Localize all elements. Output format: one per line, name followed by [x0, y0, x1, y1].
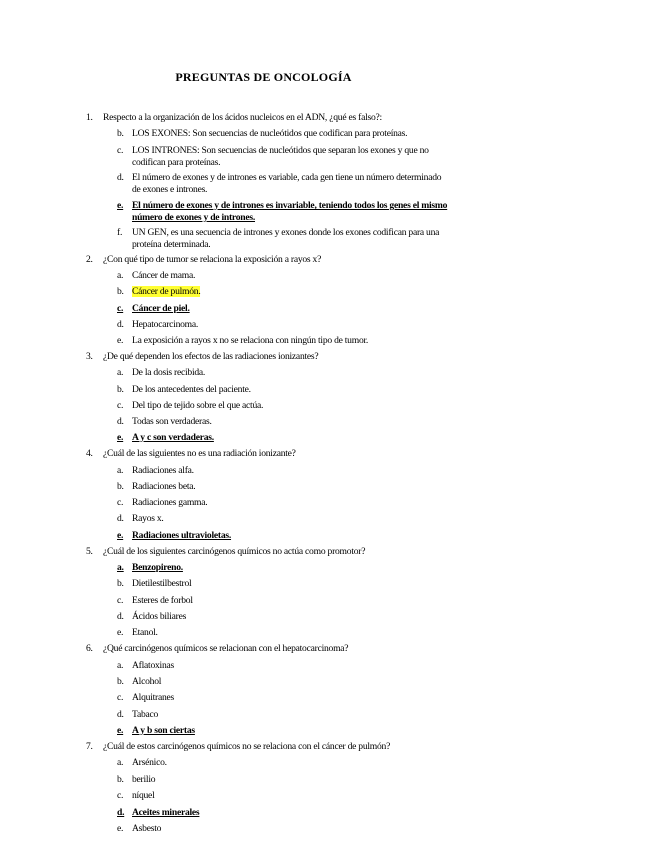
question-number: 4.: [86, 448, 93, 459]
option-text: Dietilestilbestrol: [132, 578, 192, 589]
option-text: LOS INTRONES: Son secuencias de nucleótidos que separan los exones y que no codifican para proteínas.: [132, 145, 429, 168]
option-letter: d.: [117, 172, 124, 183]
highlighted-text: Cáncer de pulmón.: [132, 286, 201, 297]
option-letter: c.: [117, 145, 124, 156]
option-letter: b.: [117, 286, 124, 297]
option-letter: b.: [117, 774, 124, 785]
option-letter: c.: [117, 595, 124, 606]
question-text: ¿Cuál de los siguientes carcinógenos químicos no actúa como promotor?: [103, 546, 366, 557]
option-text: Tabaco: [132, 709, 159, 720]
question-text: Respecto a la organización de los ácidos nucleicos en el ADN, ¿qué es falso?:: [103, 112, 382, 123]
option-letter: f.: [117, 227, 123, 238]
option-letter: c.: [117, 692, 124, 703]
option-letter: b.: [117, 128, 124, 139]
question-number: 7.: [86, 741, 93, 752]
option-letter: e.: [117, 823, 124, 834]
question-number: 5.: [86, 546, 93, 557]
question-text: ¿Qué carcinógenos químicos se relacionan con el hepatocarcinoma?: [103, 643, 349, 654]
option-text: De los antecedentes del paciente.: [132, 384, 251, 395]
option-letter: a.: [117, 270, 124, 281]
option-letter: b.: [117, 481, 124, 492]
option-letter: d.: [117, 319, 124, 330]
option-letter: b.: [117, 676, 124, 687]
option-text: Asbesto: [132, 823, 162, 834]
option-text: Radiaciones alfa.: [132, 465, 194, 476]
option-letter: d.: [117, 416, 124, 427]
option-letter: e.: [117, 432, 124, 443]
option-text: LOS EXONES: Son secuencias de nucleótidos que codifican para proteínas.: [132, 128, 408, 139]
option-letter: a.: [117, 562, 124, 573]
option-text: Alquitranes: [132, 692, 175, 703]
option-letter: a.: [117, 757, 124, 768]
question-text: ¿Cuál de estos carcinógenos químicos no se relaciona con el cáncer de pulmón?: [103, 741, 391, 752]
option-letter: b.: [117, 578, 124, 589]
page-title: PREGUNTAS DE ONCOLOGÍA: [175, 70, 352, 84]
question-number: 6.: [86, 643, 93, 654]
question-text: ¿De qué dependen los efectos de las radiaciones ionizantes?: [103, 351, 319, 362]
option-text: Etanol.: [132, 627, 158, 638]
option-letter: c.: [117, 497, 124, 508]
option-text: Radiaciones ultravioletas.: [132, 530, 232, 541]
option-letter: e.: [117, 627, 124, 638]
option-text: Del tipo de tejido sobre el que actúa.: [132, 400, 264, 411]
option-text: UN GEN, es una secuencia de intrones y exones donde los exones codifican para una proteína determinada.: [132, 227, 440, 250]
question-text: ¿Cuál de las siguientes no es una radiación ionizante?: [103, 448, 296, 459]
option-text: La exposición a rayos x no se relaciona con ningún tipo de tumor.: [132, 335, 369, 346]
question-number: 2.: [86, 254, 93, 265]
option-text: A y b son ciertas: [132, 725, 195, 736]
option-letter: a.: [117, 465, 124, 476]
option-text: Cáncer de mama.: [132, 270, 196, 281]
option-text: Aflatoxinas: [132, 660, 175, 671]
question-number: 1.: [86, 112, 93, 123]
question-number: 3.: [86, 351, 93, 362]
option-text: El número de exones y de intrones es invariable, teniendo todos los genes el mismo número de exones y de intrones.: [132, 200, 448, 223]
option-letter: a.: [117, 367, 124, 378]
option-text: Esteres de forbol: [132, 595, 193, 606]
option-letter: e.: [117, 335, 124, 346]
option-text: Benzopireno.: [132, 562, 183, 573]
option-text: Radiaciones beta.: [132, 481, 196, 492]
option-letter: c.: [117, 303, 124, 314]
option-letter: e.: [117, 200, 124, 211]
option-text: Rayos x.: [132, 513, 164, 524]
option-letter: e.: [117, 530, 124, 541]
option-letter: c.: [117, 790, 124, 801]
option-letter: d.: [117, 513, 124, 524]
option-letter: c.: [117, 400, 124, 411]
option-text: Cáncer de piel.: [132, 303, 190, 314]
option-text: El número de exones y de intrones es variable, cada gen tiene un número determinado de exones e intrones.: [132, 172, 442, 195]
option-text: A y c son verdaderas.: [132, 432, 214, 443]
option-letter: a.: [117, 660, 124, 671]
option-letter: d.: [117, 611, 124, 622]
question-text: ¿Con qué tipo de tumor se relaciona la exposición a rayos x?: [103, 254, 322, 265]
option-text: níquel: [132, 790, 155, 801]
option-text: De la dosis recibida.: [132, 367, 206, 378]
option-text: Todas son verdaderas.: [132, 416, 212, 427]
option-text: Alcohol: [132, 676, 162, 687]
option-text: Radiaciones gamma.: [132, 497, 208, 508]
option-text: Arsénico.: [132, 757, 167, 768]
option-text: berilio: [132, 774, 156, 785]
option-text: Aceites minerales: [132, 807, 200, 818]
option-text: [132, 286, 452, 298]
option-letter: d.: [117, 709, 124, 720]
option-text: Ácidos biliares: [132, 611, 187, 622]
option-text: Hepatocarcinoma.: [132, 319, 199, 330]
option-letter: d.: [117, 807, 125, 818]
option-letter: b.: [117, 384, 124, 395]
option-letter: e.: [117, 725, 124, 736]
